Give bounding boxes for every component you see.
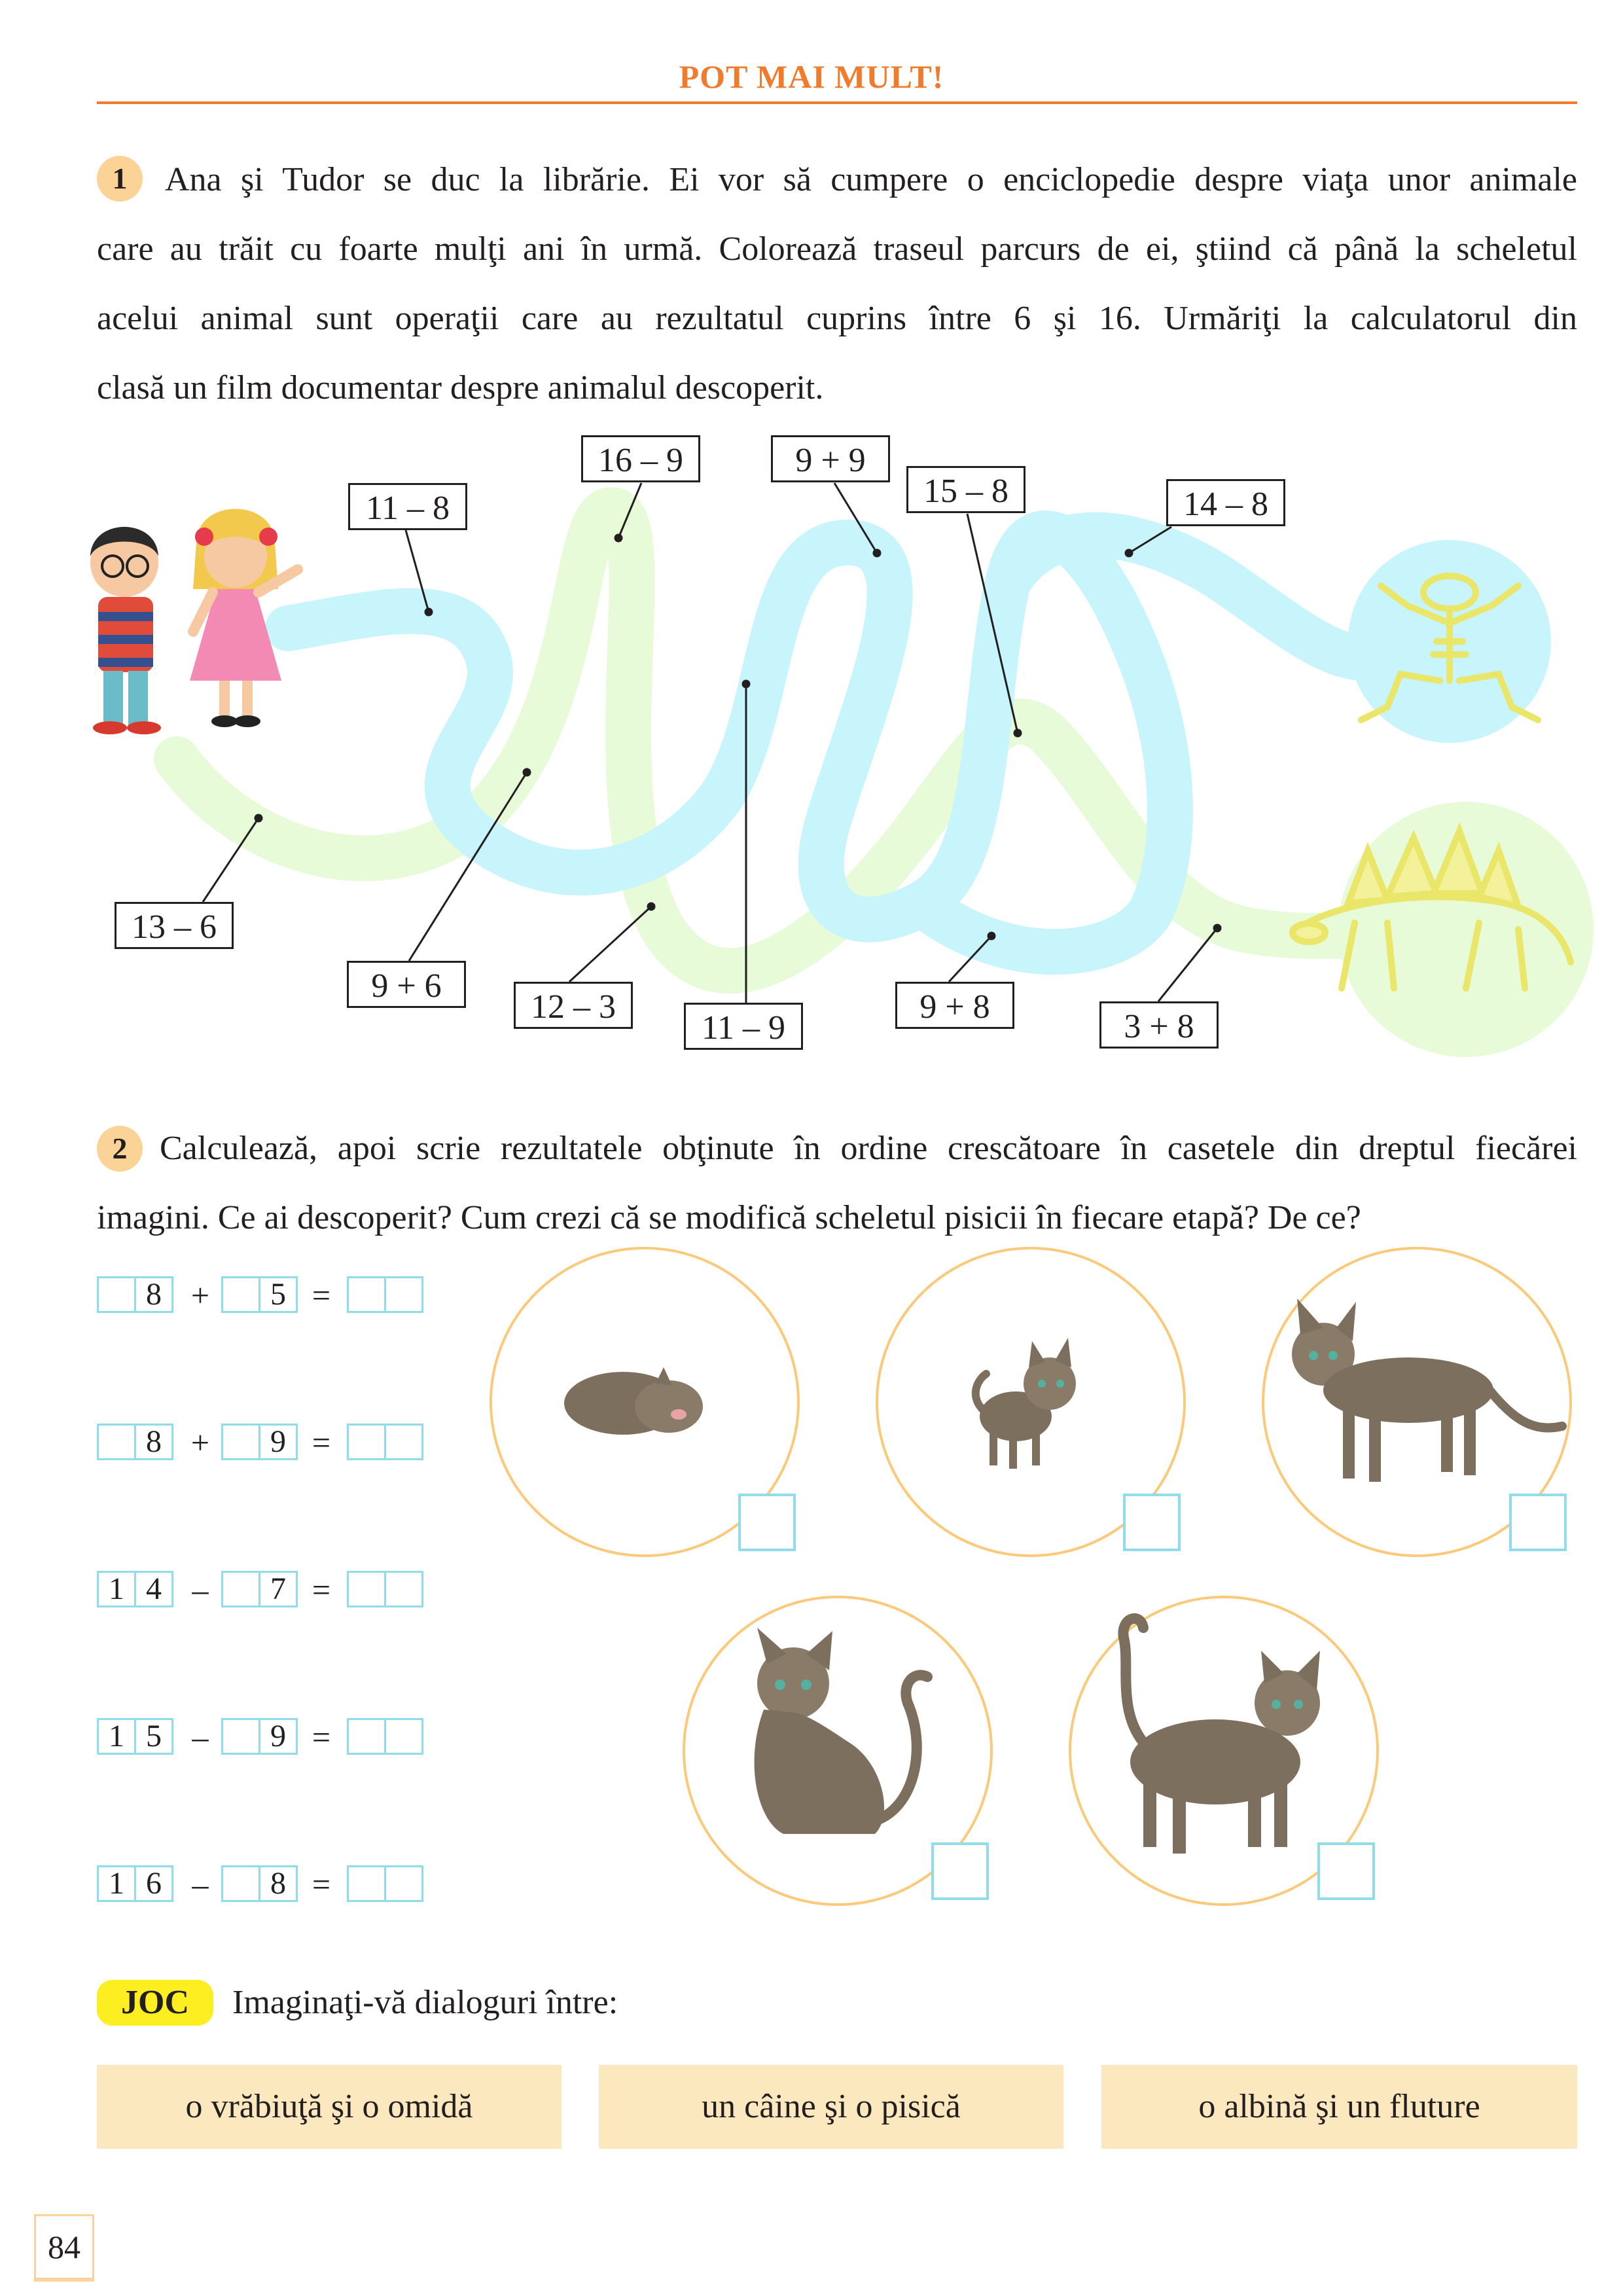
result-cell[interactable] <box>347 1865 386 1902</box>
digit-cell: 9 <box>259 1424 298 1460</box>
operator: + <box>190 1277 210 1314</box>
digit-cell: 4 <box>134 1571 173 1607</box>
digit-cell: 7 <box>259 1571 298 1607</box>
maze-paths <box>0 0 1623 1113</box>
answer-box[interactable] <box>1509 1494 1567 1551</box>
equation-row <box>97 1276 437 1316</box>
exercise-1-line-2: care au trăit cu foarte mulţi ani în urmă. Colorează traseul parcurs de ei, ştiind că până la scheletul <box>97 230 1577 268</box>
digit-cell <box>221 1276 260 1313</box>
answer-box[interactable] <box>1123 1494 1181 1551</box>
equation-row <box>97 1571 437 1610</box>
operation-label: 11 – 9 <box>684 1003 803 1050</box>
page-number: 84 <box>34 2214 94 2280</box>
digit-cell: 9 <box>259 1718 298 1755</box>
equals-sign: = <box>312 1277 331 1314</box>
result-cell[interactable] <box>384 1571 423 1607</box>
digit-cell: 1 <box>97 1865 136 1902</box>
page-header-title: POT MAI MULT! <box>679 58 944 95</box>
dialog-option: o vrăbiuţă şi o omidă <box>97 2065 562 2149</box>
equation-row <box>97 1718 437 1757</box>
operation-label: 9 + 8 <box>895 982 1014 1029</box>
exercise-2-line-2: imagini. Ce ai descoperit? Cum crezi că se modifică scheletul pisicii în fiecare etapă? De ce? <box>97 1199 1361 1236</box>
operator: + <box>190 1424 210 1461</box>
operation-label: 9 + 6 <box>347 961 466 1008</box>
digit-cell <box>221 1424 260 1460</box>
operator: – <box>192 1866 209 1903</box>
exercise-1-line-4: clasă un film documentar despre animalul descoperit. <box>97 369 824 406</box>
exercise-1-number: 1 <box>97 156 143 202</box>
equation-row <box>97 1865 437 1905</box>
answer-box[interactable] <box>931 1842 989 1900</box>
digit-cell: 1 <box>97 1571 136 1607</box>
exercise-1-line-1: Ana şi Tudor se duc la librărie. Ei vor să cumpere o enciclopedie despre viaţa unor animale <box>165 161 1577 198</box>
equals-sign: = <box>312 1571 331 1608</box>
operation-label: 9 + 9 <box>771 435 890 482</box>
equals-sign: = <box>312 1719 331 1755</box>
digit-cell: 1 <box>97 1718 136 1755</box>
result-cell[interactable] <box>384 1718 423 1755</box>
exercise-2-text <box>97 1114 1577 1253</box>
exercise-2-line-1: Calculează, apoi scrie rezultatele obţinute în ordine crescătoare în casetele din dreptul fiecărei <box>160 1130 1577 1167</box>
operation-label: 15 – 8 <box>906 466 1026 513</box>
digit-cell <box>221 1718 260 1755</box>
equals-sign: = <box>312 1866 331 1903</box>
result-cell[interactable] <box>384 1276 423 1313</box>
operation-label: 14 – 8 <box>1166 479 1285 526</box>
dialog-option: un câine şi o pisică <box>599 2065 1063 2149</box>
digit-cell: 5 <box>134 1718 173 1755</box>
operation-label: 11 – 8 <box>348 483 467 530</box>
answer-box[interactable] <box>738 1494 796 1551</box>
result-cell[interactable] <box>347 1571 386 1607</box>
result-cell[interactable] <box>347 1718 386 1755</box>
result-cell[interactable] <box>384 1865 423 1902</box>
digit-cell: 6 <box>134 1865 173 1902</box>
operation-label: 12 – 3 <box>514 982 633 1029</box>
result-cell[interactable] <box>347 1276 386 1313</box>
equations-column <box>97 1276 437 1918</box>
dialog-option: o albină şi un fluture <box>1101 2065 1577 2149</box>
equation-row <box>97 1424 437 1463</box>
digit-cell <box>221 1571 260 1607</box>
digit-cell: 8 <box>134 1424 173 1460</box>
result-cell[interactable] <box>384 1424 423 1460</box>
equals-sign: = <box>312 1424 331 1461</box>
operation-label: 16 – 9 <box>581 435 700 482</box>
exercise-1-line-3: acelui animal sunt operaţii care au rezultatul cuprins între 6 şi 16. Urmăriţi la calculatorul din <box>97 300 1577 337</box>
result-cell[interactable] <box>347 1424 386 1460</box>
operation-label: 3 + 8 <box>1099 1001 1219 1049</box>
page-number-rule <box>34 2280 94 2282</box>
operation-label: 13 – 6 <box>115 902 234 949</box>
digit-cell: 8 <box>259 1865 298 1902</box>
digit-cell <box>97 1276 136 1313</box>
digit-cell <box>221 1865 260 1902</box>
digit-cell <box>97 1424 136 1460</box>
digit-cell: 8 <box>134 1276 173 1313</box>
digit-cell: 5 <box>259 1276 298 1313</box>
answer-box[interactable] <box>1317 1842 1375 1900</box>
joc-prompt: Imaginaţi-vă dialoguri între: <box>232 1984 618 2021</box>
operator: – <box>192 1719 209 1755</box>
operator: – <box>192 1571 209 1608</box>
joc-badge: JOC <box>97 1980 213 2026</box>
exercise-2-number: 2 <box>97 1126 143 1172</box>
